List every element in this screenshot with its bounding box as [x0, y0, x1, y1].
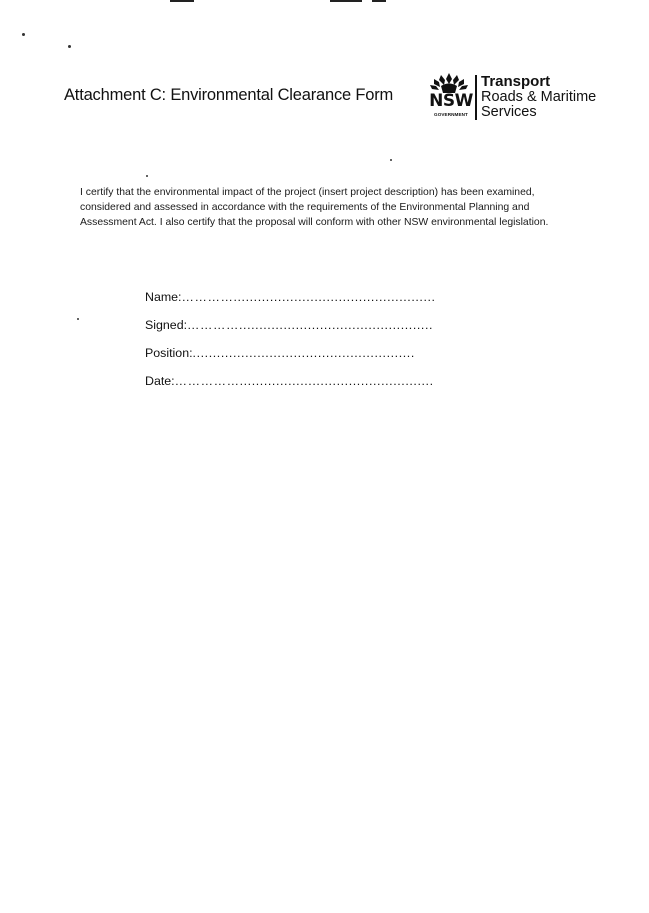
name-dotted-line: ………….................................................. — [181, 290, 436, 304]
signed-field[interactable] — [145, 318, 436, 346]
logo-divider — [475, 75, 477, 120]
date-label: Date: — [145, 374, 175, 388]
scan-artifact — [170, 0, 194, 2]
scan-speck — [22, 33, 25, 36]
signed-label: Signed: — [145, 318, 188, 332]
government-wordmark: GOVERNMENT — [434, 112, 468, 117]
date-dotted-line: ……………................................................ — [174, 374, 434, 388]
signature-fields — [145, 290, 436, 402]
brand-roads-maritime: Roads & Maritime — [481, 89, 597, 105]
position-label: Position: — [145, 346, 193, 360]
scan-artifact — [330, 0, 362, 2]
name-field[interactable] — [145, 290, 436, 318]
scan-speck — [77, 318, 79, 320]
position-field[interactable] — [145, 346, 436, 374]
position-dotted-line: ....................................................... — [192, 346, 415, 360]
page-title: Attachment C: Environmental Clearance Form — [64, 86, 394, 104]
signed-dotted-line: …………................................................ — [187, 318, 434, 332]
certification-paragraph: I certify that the environmental impact of the project (insert project description) has been examined, considered and assessed in accordance with the requirements of the Environmental Planning and Assessment Act. I also certify that the proposal will conform with other NSW environmental legislation. — [80, 187, 549, 228]
nsw-transport-logo — [422, 72, 622, 124]
scan-artifact — [372, 0, 386, 2]
date-field[interactable] — [145, 374, 436, 402]
nsw-wordmark: NSW — [429, 91, 473, 111]
scan-speck — [390, 159, 392, 161]
scan-speck — [68, 45, 71, 48]
name-label: Name: — [145, 290, 182, 304]
scan-speck — [146, 175, 148, 177]
brand-transport: Transport — [481, 73, 551, 90]
brand-services: Services — [481, 104, 537, 120]
